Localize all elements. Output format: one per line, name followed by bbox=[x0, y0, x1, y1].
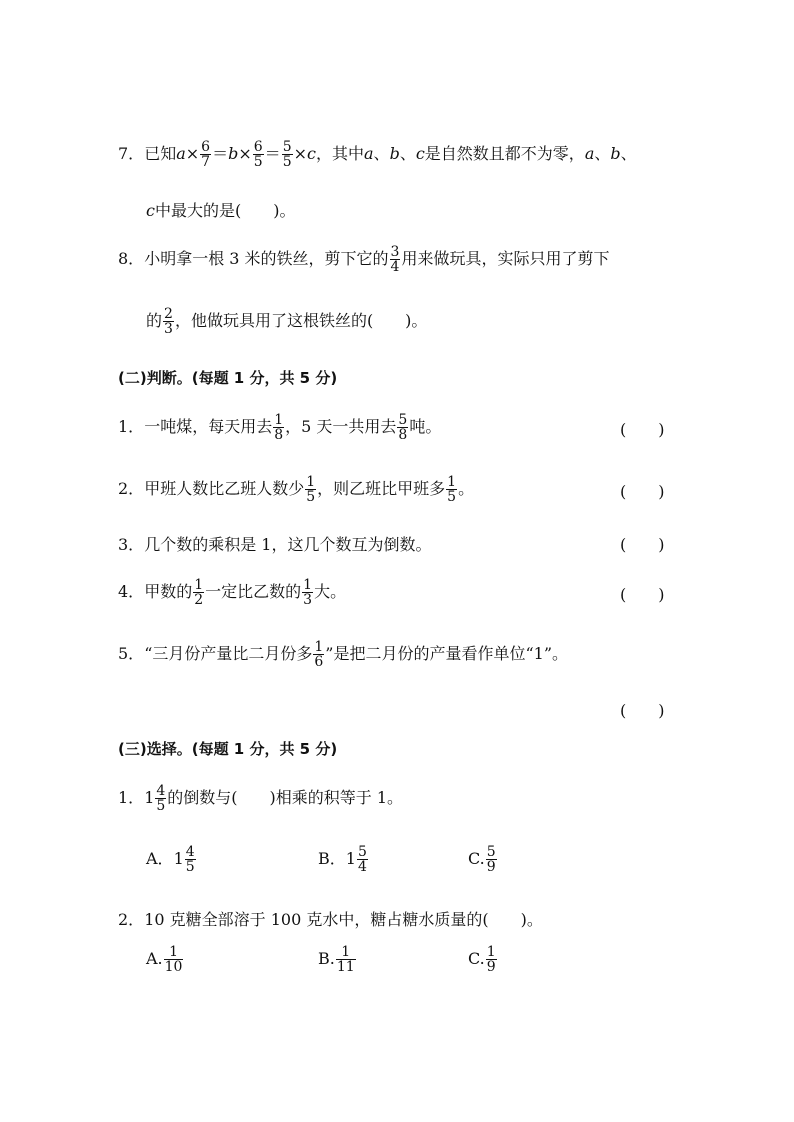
option-a[interactable] bbox=[146, 845, 197, 874]
judge-item-1 bbox=[118, 413, 441, 442]
fraction: $\frac{2}{3}$ bbox=[164, 306, 173, 337]
question-text: 吨。 bbox=[409, 417, 442, 436]
question-text: 甲班人数比乙班人数少 bbox=[144, 479, 305, 498]
question-text: 甲数的 bbox=[144, 582, 193, 601]
judge-item-5 bbox=[118, 640, 568, 669]
mixed-whole: 1 bbox=[173, 849, 184, 868]
question-text: 已知 bbox=[144, 144, 177, 163]
question-text: 。 bbox=[458, 479, 475, 498]
option-c[interactable] bbox=[468, 945, 498, 974]
mixed-whole: 1 bbox=[144, 788, 155, 807]
judge-item-3 bbox=[118, 532, 431, 555]
fraction: $\frac{1}{2}$ bbox=[194, 577, 204, 608]
fraction: $\frac{1}{10}$ bbox=[164, 944, 183, 975]
fraction: $\frac{6}{5}$ bbox=[253, 139, 263, 170]
question-text: 大。 bbox=[314, 582, 347, 601]
question-number: 1． bbox=[118, 788, 145, 807]
answer-paren[interactable]: ( ) bbox=[620, 701, 665, 720]
question-text: 是自然数且都不为零， bbox=[424, 144, 585, 163]
choice-item-2 bbox=[118, 907, 543, 930]
fraction: $\frac{1}{5}$ bbox=[306, 474, 316, 505]
option-label: B． bbox=[318, 849, 346, 868]
answer-paren[interactable]: ( ) bbox=[620, 420, 665, 439]
fraction: $\frac{5}{4}$ bbox=[357, 844, 367, 875]
variable-b: b bbox=[610, 144, 621, 163]
question-8-line-1 bbox=[118, 245, 609, 274]
variable-a: a bbox=[176, 144, 186, 163]
equals-sign: ＝ bbox=[212, 144, 229, 163]
variable-b: b bbox=[228, 144, 239, 163]
question-text: 小明拿一根 3 米的铁丝，剪下它的 bbox=[144, 249, 389, 268]
judge-item-4 bbox=[118, 578, 346, 607]
question-text: ，5 天一共用去 bbox=[285, 417, 397, 436]
times-sign: × bbox=[293, 144, 308, 163]
judge-item-2 bbox=[118, 475, 474, 504]
answer-paren[interactable]: ( ) bbox=[620, 482, 665, 501]
question-number: 2． bbox=[118, 910, 145, 929]
option-a[interactable] bbox=[146, 945, 184, 974]
question-text: 一吨煤，每天用去 bbox=[144, 417, 273, 436]
question-text: 中最大的是( )。 bbox=[154, 201, 296, 220]
question-7-line-1 bbox=[118, 140, 637, 169]
option-label: B. bbox=[318, 949, 335, 968]
question-text: ，则乙班比甲班多 bbox=[317, 479, 446, 498]
fraction: $\frac{1}{3}$ bbox=[303, 577, 313, 608]
fraction: $\frac{5}{8}$ bbox=[398, 412, 408, 443]
fraction: $\frac{6}{7}$ bbox=[201, 139, 211, 170]
question-number: 2． bbox=[118, 479, 145, 498]
question-text: 用来做玩具，实际只用了剪下 bbox=[401, 249, 610, 268]
variable-a: a bbox=[584, 144, 595, 163]
separator: 、 bbox=[373, 144, 390, 163]
question-number: 8． bbox=[118, 249, 145, 268]
fraction: $\frac{5}{5}$ bbox=[282, 139, 292, 170]
variable-b: b bbox=[389, 144, 400, 163]
equals-sign: ＝ bbox=[264, 144, 281, 163]
fraction: $\frac{4}{5}$ bbox=[185, 844, 195, 875]
fraction: $\frac{4}{5}$ bbox=[156, 783, 166, 814]
question-number: 4． bbox=[118, 582, 145, 601]
answer-paren[interactable]: ( ) bbox=[620, 585, 665, 604]
question-number: 7． bbox=[118, 144, 145, 163]
fraction: $\frac{1}{11}$ bbox=[336, 944, 355, 975]
question-text: 10 克糖全部溶于 100 克水中，糖占糖水质量的( )。 bbox=[144, 910, 543, 929]
question-number: 1． bbox=[118, 417, 145, 436]
question-number: 3． bbox=[118, 535, 145, 554]
times-sign: × bbox=[185, 144, 200, 163]
variable-c: c bbox=[415, 144, 425, 163]
question-text: ，他做玩具用了这根铁丝的( )。 bbox=[174, 311, 428, 330]
separator: 、 bbox=[399, 144, 416, 163]
fraction: $\frac{5}{9}$ bbox=[486, 844, 496, 875]
separator: 、 bbox=[620, 144, 637, 163]
choice-item-1 bbox=[118, 784, 403, 813]
times-sign: × bbox=[238, 144, 252, 163]
fraction: $\frac{1}{6}$ bbox=[314, 639, 324, 670]
option-label: A． bbox=[146, 849, 174, 868]
fraction: $\frac{3}{4}$ bbox=[390, 244, 400, 275]
variable-c: c bbox=[307, 144, 316, 163]
variable-c: c bbox=[146, 201, 155, 220]
option-b[interactable] bbox=[318, 945, 357, 974]
question-text: ”是把二月份的产量看作单位“1”。 bbox=[325, 644, 569, 663]
question-text: ，其中 bbox=[315, 144, 364, 163]
fraction: $\frac{1}{8}$ bbox=[274, 412, 284, 443]
question-text: “三月份产量比二月份多 bbox=[144, 644, 313, 663]
fraction: $\frac{1}{9}$ bbox=[486, 944, 496, 975]
section-title-choice: (三)选择。(每题 1 分，共 5 分) bbox=[118, 740, 338, 758]
answer-paren[interactable]: ( ) bbox=[620, 535, 665, 554]
section-title-judge: (二)判断。(每题 1 分，共 5 分) bbox=[118, 369, 338, 387]
separator: 、 bbox=[594, 144, 611, 163]
option-label: C. bbox=[468, 849, 485, 868]
question-text: 一定比乙数的 bbox=[205, 582, 302, 601]
mixed-whole: 1 bbox=[345, 849, 356, 868]
fraction: $\frac{1}{5}$ bbox=[447, 474, 457, 505]
option-label: A. bbox=[146, 949, 163, 968]
option-b[interactable] bbox=[318, 845, 369, 874]
question-8-line-2 bbox=[146, 307, 427, 336]
question-text: 几个数的乘积是 1，这几个数互为倒数。 bbox=[144, 535, 432, 554]
variable-a: a bbox=[364, 144, 374, 163]
question-text: 的 bbox=[146, 311, 163, 330]
option-label: C. bbox=[468, 949, 485, 968]
question-7-line-2 bbox=[146, 198, 295, 221]
question-number: 5． bbox=[118, 644, 145, 663]
option-c[interactable] bbox=[468, 845, 498, 874]
question-text: 的倒数与( )相乘的积等于 1。 bbox=[167, 788, 404, 807]
